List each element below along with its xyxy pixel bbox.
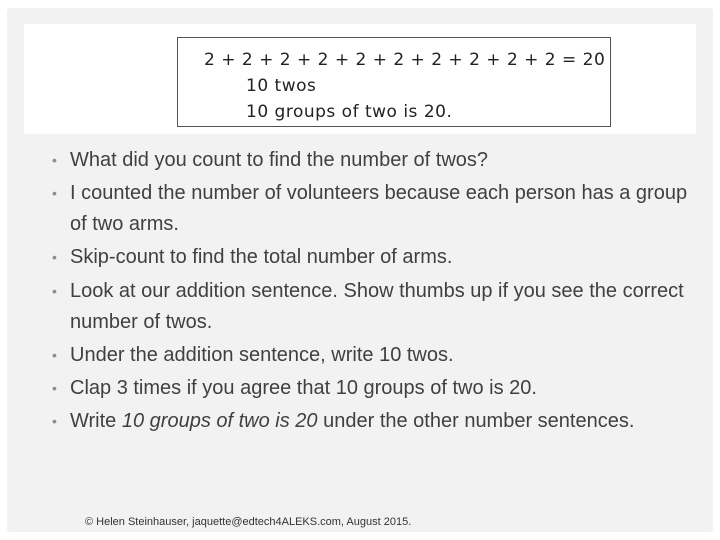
- bullet-text: I counted the number of volunteers because each person has a group of two arms.: [70, 182, 688, 236]
- handwritten-groups-sentence: 10 groups of two is 20.: [246, 102, 453, 122]
- bullet-text: Look at our addition sentence. Show thumbs up if you see the correct number of twos.: [70, 279, 684, 333]
- copyright-footer: © Helen Steinhauser, jaquette@edtech4ALEKS.com, August 2015.: [85, 516, 412, 528]
- bullet-text-italic: 10 groups of two is 20: [121, 410, 318, 433]
- bullet-item: [50, 178, 690, 240]
- bullet-item: [50, 406, 690, 437]
- bullet-dot: •: [52, 282, 57, 299]
- handwriting-svg: [178, 38, 610, 126]
- bullet-text: What did you count to find the number of twos?: [70, 149, 489, 171]
- bullet-text: Under the addition sentence, write 10 twos.: [70, 343, 454, 366]
- bullet-dot: •: [52, 185, 57, 202]
- bullet-text: Skip-count to find the total number of arms.: [70, 246, 453, 269]
- handwritten-addition-sentence: 2 + 2 + 2 + 2 + 2 + 2 + 2 + 2 + 2 + 2 = 20: [204, 50, 606, 70]
- bullet-item: [50, 340, 690, 371]
- slide: [7, 8, 713, 532]
- bullet-item: [50, 242, 690, 273]
- bullet-dot: •: [52, 379, 57, 396]
- bullet-text-post: under the other number sentences.: [317, 410, 635, 433]
- bullet-item: [50, 373, 690, 404]
- bullet-dot: •: [52, 152, 57, 168]
- bullet-dot: •: [52, 413, 57, 430]
- bullet-dot: •: [52, 249, 57, 266]
- image-band: [24, 24, 696, 134]
- handwritten-ten-twos: 10 twos: [246, 76, 317, 96]
- handwritten-number-sentences-image: [177, 37, 611, 127]
- bullet-item: [50, 276, 690, 338]
- bullet-text-pre: Write: [70, 410, 122, 433]
- bullet-item: [50, 145, 690, 176]
- bullet-dot: •: [52, 346, 57, 363]
- bullet-list: [50, 145, 690, 439]
- bullet-text: Clap 3 times if you agree that 10 groups of two is 20.: [70, 376, 537, 399]
